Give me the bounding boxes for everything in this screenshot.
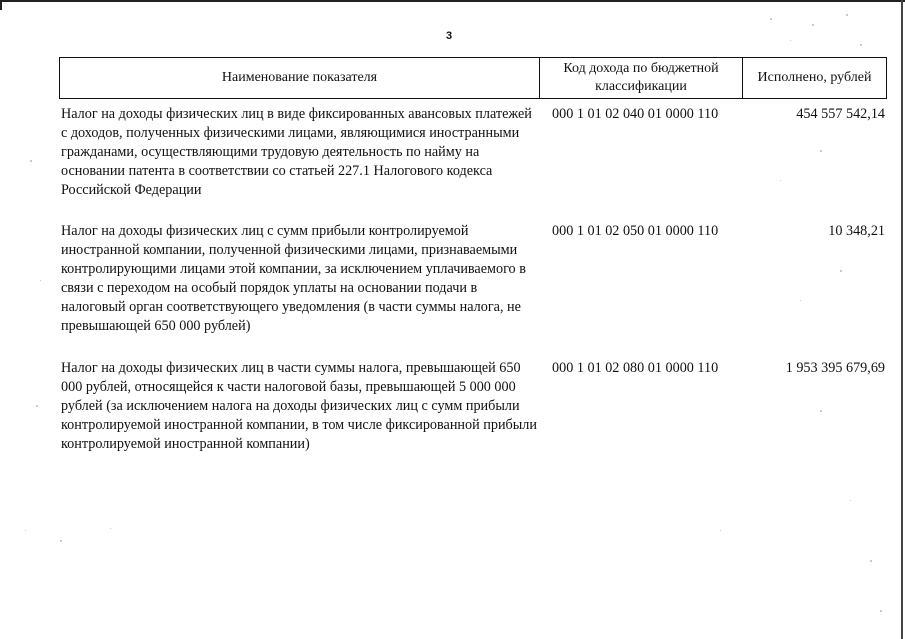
scan-top-edge (0, 0, 905, 2)
header-name: Наименование показателя (60, 58, 540, 98)
row-executed-amount: 1 953 395 679,69 (785, 360, 885, 376)
table-header (59, 57, 887, 99)
scan-left-edge (0, 0, 2, 10)
row-indicator-name: Налог на доходы физических лиц в виде фиксированных авансовых платежей с доходов, полученных физическими лицами, являющимися иностранными гражданами, осуществляющими трудовую деятельность по найму на основании патента в соответствии со статьей 227.1 Налогового кодекса Российской Федерации (61, 106, 532, 198)
row-executed-amount: 10 348,21 (828, 223, 885, 239)
row-budget-code: 000 1 01 02 050 01 0000 110 (552, 223, 719, 239)
row-indicator-name: Налог на доходы физических лиц в части суммы налога, превышающей 650 000 рублей, относящейся к части налоговой базы, превышающей 5 000 000 рублей (за исключением налога на доходы физических лиц с сумм прибыли контролируемой иностранной компании, в том числе фиксированной прибыли контролируемой иностранной компании) (61, 360, 537, 452)
row-budget-code: 000 1 01 02 080 01 0000 110 (552, 360, 719, 376)
scan-right-edge (901, 0, 903, 639)
header-code (540, 58, 743, 98)
header-executed: Исполнено, рублей (757, 70, 872, 85)
row-executed-amount: 454 557 542,14 (796, 106, 885, 122)
header-code-label: Код дохода по бюджетной классификации (563, 61, 719, 94)
row-budget-code: 000 1 01 02 040 01 0000 110 (552, 106, 719, 122)
page-number: 3 (446, 30, 453, 42)
row-indicator-name: Налог на доходы физических лиц с сумм прибыли контролируемой иностранной компании, полученной физическими лицами, признаваемыми контролирующими лицами этой компании, за исключением уплачиваемого в связи с переходом на особый порядок уплаты на основании подачи в налоговый орган соответствующего уведомления (в части суммы налога, не превышающей 650 000 рублей) (61, 223, 526, 334)
